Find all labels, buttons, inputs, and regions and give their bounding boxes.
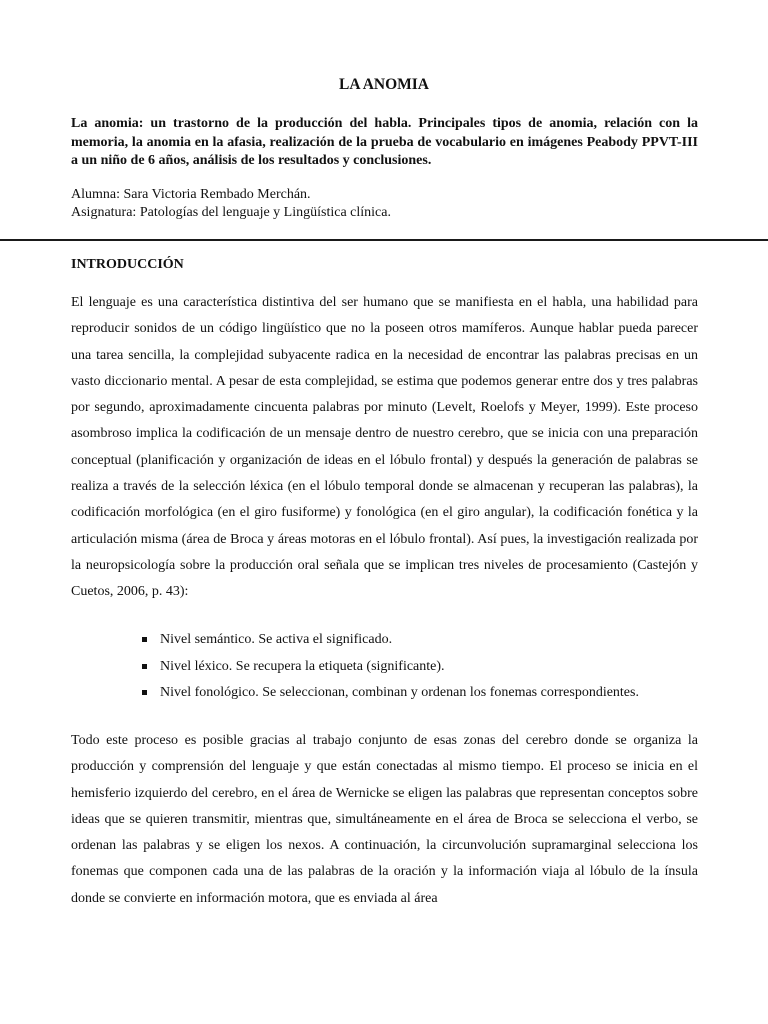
square-bullet-icon <box>142 664 147 669</box>
list-item <box>142 630 639 657</box>
intro-paragraph-2: Todo este proceso es posible gracias al trabajo conjunto de esas zonas del cerebro donde se organiza la producción y comprensión del lenguaje y que están conectadas al mismo tiempo. El proceso se inicia en el hemisferio izquierdo del cerebro, en el área de Wernicke se eligen las palabras que representan conceptos sobre ideas que se quieren transmitir, mientras que, simultáneamente en el área de Broca se selecciona el verbo, se ordenan las palabras y se eligen los nexos. A continuación, la circunvolución supramarginal selecciona los fonemas que componen cada una de las palabras de la oración y la información viaja al lóbulo de la ínsula donde se convierte en información motora, que es enviada al área <box>71 733 698 906</box>
document-subtitle: La anomia: un trastorno de la producción del habla. Principales tipos de anomia, relación con la memoria, la anomia en la afasia, realización de la prueba de vocabulario en imágenes Peabody PPVT-III a un niño de 6 años, análisis de los resultados y conclusiones. <box>71 116 698 169</box>
list-item-text: Nivel fonológico. Se seleccionan, combinan y ordenan los fonemas correspondientes. <box>160 685 639 700</box>
intro-paragraph-1: El lenguaje es una característica distintiva del ser humano que se manifiesta en el habla, una habilidad para reproducir sonidos de un código lingüístico que no la poseen otros mamíferos. Aunque hablar pueda parecer una tarea sencilla, la complejidad subyacente radica en la necesidad de encontrar las palabras precisas en un vasto diccionario mental. A pesar de esta complejidad, se estima que podemos generar entre dos y tres palabras por segundo, aproximadamente cincuenta palabras por minuto (Levelt, Roelofs y Meyer, 1999). Este proceso asombroso implica la codificación de un mensaje dentro de nuestro cerebro, que se inicia con una preparación conceptual (planificación y organización de ideas en el lóbulo frontal) y después la generación de palabras se realiza a través de la selección léxica (en el lóbulo temporal donde se almacenan y recuperan las palabras), la codificación morfológica (en el giro fusiforme) y fonológica (en el giro angular), la codificación fonética y la articulación misma (área de Broca y áreas motoras en el lóbulo frontal). Así pues, la investigación realizada por la neuropsicología sobre la producción oral señala que se implican tres niveles de procesamiento (Castejón y Cuetos, 2006, p. 43): <box>71 295 698 600</box>
student-name: Alumna: Sara Victoria Rembado Merchán. <box>71 187 311 202</box>
section-heading: INTRODUCCIÓN <box>71 257 184 272</box>
course-subject: Asignatura: Patologías del lenguaje y Lingüística clínica. <box>71 205 391 220</box>
list-item <box>142 657 639 684</box>
square-bullet-icon <box>142 690 147 695</box>
header-divider <box>0 239 768 241</box>
processing-levels-list <box>142 630 639 710</box>
square-bullet-icon <box>142 637 147 642</box>
list-item <box>142 683 639 710</box>
list-item-text: Nivel léxico. Se recupera la etiqueta (significante). <box>160 658 445 674</box>
list-item-text: Nivel semántico. Se activa el significado. <box>160 632 393 647</box>
document-title: LA ANOMIA <box>339 76 429 93</box>
